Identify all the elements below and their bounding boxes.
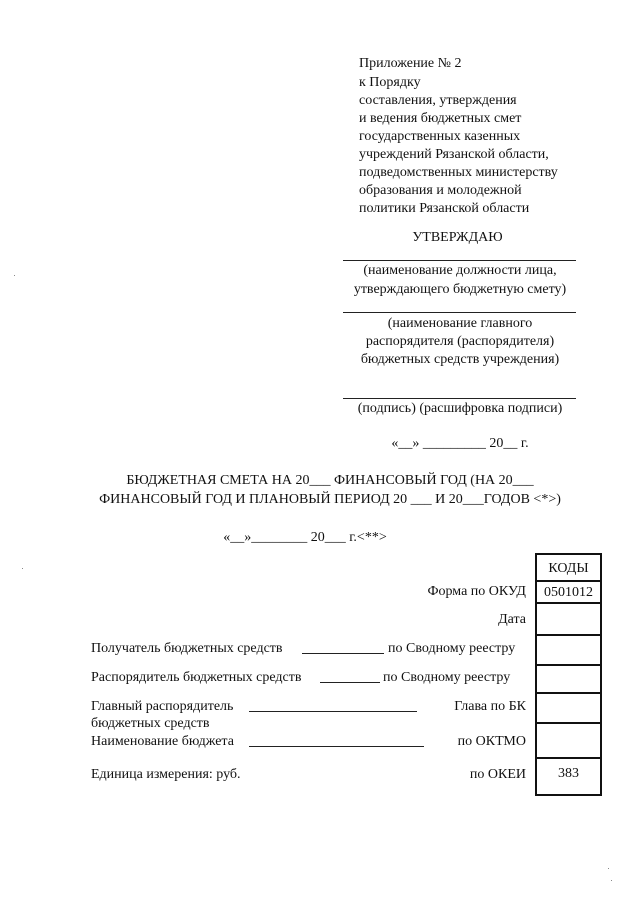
scan-speck [608,868,609,869]
manager-caption-2: распорядителя (распорядителя) [365,334,555,349]
appendix-line: образования и молодежной [359,183,522,198]
scan-speck [611,880,612,881]
appendix-line: государственных казенных [359,129,521,144]
manager-field[interactable] [320,682,380,683]
appendix-line: подведомственных министерству [359,165,558,180]
appendix-line: и ведения бюджетных смет [359,111,522,126]
budget-oktmo-label: по ОКТМО [457,734,526,749]
position-caption-2: утверждающего бюджетную смету) [353,282,567,297]
recipient-registry-label: по Сводному реестру [388,641,516,656]
okud-code-cell: 0501012 [536,581,601,603]
recipient-field[interactable] [302,653,384,654]
document-title-line-1: БЮДЖЕТНАЯ СМЕТА НА 20___ ФИНАНСОВЫЙ ГОД (НА 20___ [126,473,534,488]
chief-bk-label: Глава по БК [454,699,526,714]
budget-field[interactable] [249,746,424,747]
appendix-line: политики Рязанской области [359,201,530,216]
okei-label: по ОКЕИ [469,767,526,782]
appendix-line: к Порядку [359,75,421,90]
date-label: Дата [498,612,526,627]
manager-caption-1: (наименование главного [387,316,533,331]
position-caption-1: (наименование должности лица, [363,263,557,278]
manager-registry-label: по Сводному реестру [383,670,511,685]
signature-caption: (подпись) (расшифровка подписи) [357,401,563,416]
manager-line [343,312,576,313]
signature-line [343,398,576,399]
okud-label: Форма по ОКУД [427,584,526,599]
chief-label-1: Главный распорядитель [91,699,234,714]
manager-registry-cell [536,665,601,693]
scan-speck [22,568,23,569]
recipient-registry-cell [536,635,601,665]
approve-date: «__» _________ 20__ г. [391,436,529,451]
appendix-line: учреждений Рязанской области, [359,147,549,162]
okei-code-cell: 383 [536,758,601,795]
manager-caption-3: бюджетных средств учреждения) [360,352,560,367]
unit-label: Единица измерения: руб. [91,767,241,782]
date-cell [536,603,601,635]
recipient-label: Получатель бюджетных средств [91,641,283,656]
manager-label: Распорядитель бюджетных средств [91,670,302,685]
document-title-line-2: ФИНАНСОВЫЙ ГОД И ПЛАНОВЫЙ ПЕРИОД 20 ___ И 20___ГОДОВ <*>) [99,492,561,507]
codes-header: КОДЫ [536,554,601,581]
position-line [343,260,576,261]
appendix-line: составления, утверждения [359,93,517,108]
appendix-line: Приложение № 2 [359,56,462,71]
chief-field[interactable] [249,711,417,712]
bk-cell [536,693,601,723]
chief-label-2: бюджетных средств [91,716,210,731]
budget-label: Наименование бюджета [91,734,234,749]
approve-title: УТВЕРЖДАЮ [412,230,503,245]
document-date: «__»________ 20___ г.<**> [223,530,387,545]
oktmo-cell [536,723,601,758]
scan-speck [14,275,15,276]
